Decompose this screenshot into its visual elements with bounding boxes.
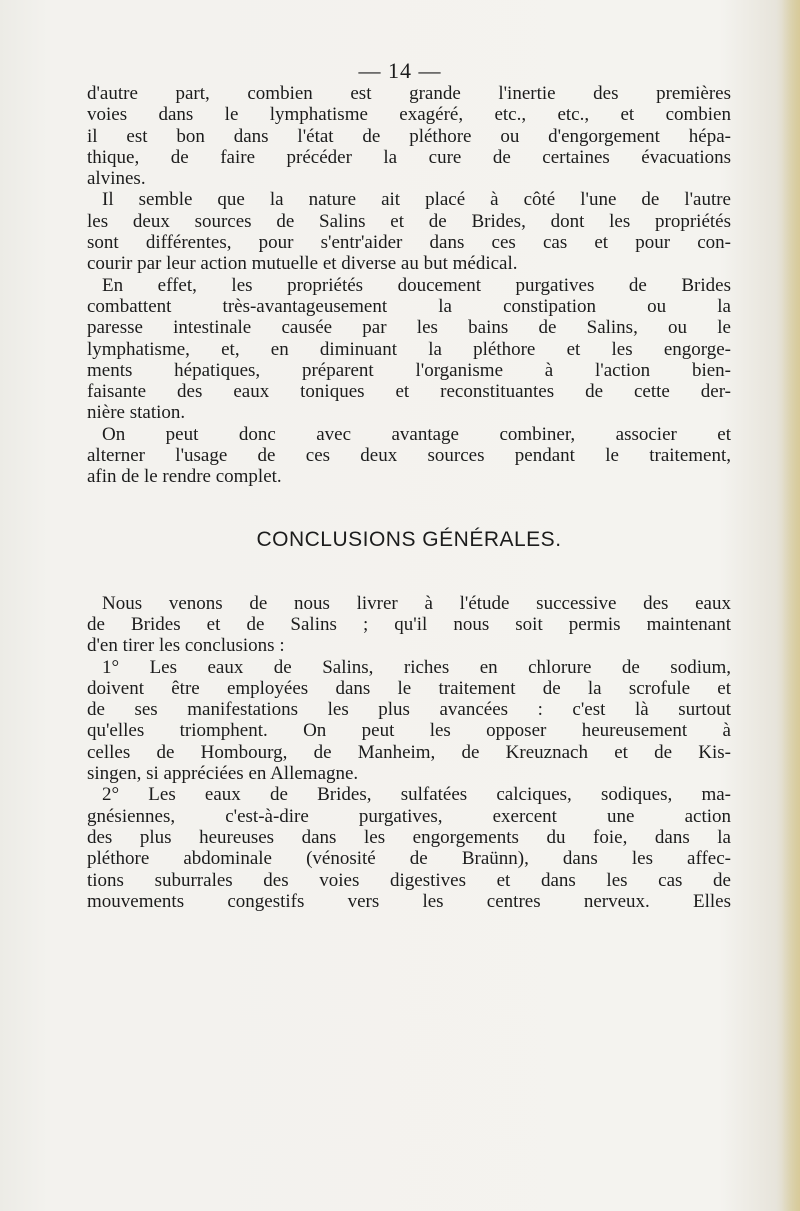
text-line: En effet, les propriétés doucement purgatives de Brides — [102, 274, 731, 296]
text-line: lymphatisme, et, en diminuant la pléthore et les engorge- — [87, 338, 731, 360]
text-line: gnésiennes, c'est-à-dire purgatives, exercent une action — [87, 805, 731, 827]
text-line: sont différentes, pour s'entr'aider dans ces cas et pour con- — [87, 232, 731, 254]
paragraph-6 — [87, 657, 731, 785]
page-edge-shadow — [782, 0, 800, 1211]
text-line: 2° Les eaux de Brides, sulfatées calciques, sodiques, ma- — [102, 784, 731, 806]
text-line: mouvements congestifs vers les centres nerveux. Elles — [87, 890, 731, 912]
text-line: des plus heureuses dans les engorgements du foie, dans la — [87, 826, 731, 848]
text-line: qu'elles triomphent. On peut les opposer heureusement à — [87, 720, 731, 742]
text-line: courir par leur action mutuelle et diverse au but médical. — [87, 253, 518, 275]
text-line: celles de Hombourg, de Manheim, de Kreuznach et de Kis- — [87, 741, 731, 763]
paragraph-1 — [87, 83, 731, 189]
page-body — [87, 83, 731, 912]
text-line: ments hépatiques, préparent l'organisme à l'action bien- — [87, 359, 731, 381]
text-line: paresse intestinale causée par les bains de Salins, ou le — [87, 317, 731, 339]
text-line: de ses manifestations les plus avancées : c'est là surtout — [87, 699, 731, 721]
text-line: Nous venons de nous livrer à l'étude successive des eaux — [102, 592, 731, 614]
text-line: combattent très-avantageusement la constipation ou la — [87, 295, 731, 317]
text-line: tions suburrales des voies digestives et dans les cas de — [87, 869, 731, 891]
text-line: nière station. — [87, 402, 186, 424]
text-line: alterner l'usage de ces deux sources pendant le traitement, — [87, 445, 731, 467]
text-line: les deux sources de Salins et de Brides, dont les propriétés — [87, 210, 731, 232]
paragraph-7 — [87, 784, 731, 912]
paragraph-3 — [87, 275, 731, 424]
paragraph-2 — [87, 189, 731, 274]
text-line: il est bon dans l'état de pléthore ou d'engorgement hépa- — [87, 125, 731, 147]
paragraph-5 — [87, 593, 731, 657]
section-heading: CONCLUSIONS GÉNÉRALES. — [256, 527, 562, 551]
text-line: pléthore abdominale (vénosité de Braünn), dans les affec- — [87, 848, 731, 870]
text-line: alvines. — [87, 168, 146, 190]
text-line: d'autre part, combien est grande l'inertie des premières — [87, 83, 731, 104]
text-line: de Brides et de Salins ; qu'il nous soit permis maintenant — [87, 613, 731, 635]
text-line: voies dans le lymphatisme exagéré, etc., etc., et combien — [87, 104, 731, 126]
text-line: On peut donc avec avantage combiner, associer et — [102, 423, 731, 445]
text-line: singen, si appréciées en Allemagne. — [87, 763, 359, 785]
page-number: — 14 — — [358, 58, 442, 83]
text-line: afin de le rendre complet. — [87, 466, 282, 488]
text-line: 1° Les eaux de Salins, riches en chlorure de sodium, — [102, 656, 731, 678]
text-line: faisante des eaux toniques et reconstituantes de cette der- — [87, 381, 731, 403]
text-line: d'en tirer les conclusions : — [87, 635, 285, 657]
paragraph-4 — [87, 424, 731, 488]
text-line: thique, de faire précéder la cure de certaines évacuations — [87, 146, 731, 168]
text-line: Il semble que la nature ait placé à côté l'une de l'autre — [102, 189, 731, 211]
text-line: doivent être employées dans le traitement de la scrofule et — [87, 677, 731, 699]
